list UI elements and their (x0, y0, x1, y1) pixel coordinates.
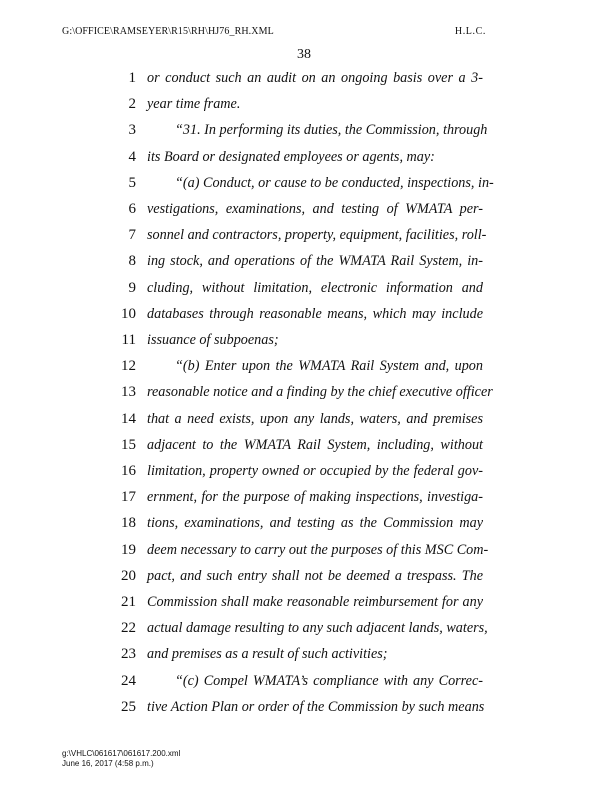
line-number: 23 (121, 646, 136, 663)
line-text: sonnel and contractors, property, equipment, facilities, roll- (147, 227, 487, 244)
footer-date: June 16, 2017 (4:58 p.m.) (62, 759, 154, 768)
line-number: 16 (121, 463, 136, 479)
line-number: 6 (128, 201, 136, 217)
document-line (0, 463, 608, 483)
document-line (0, 306, 608, 326)
footer-file: g:\VHLC\061617\061617.200.xml (62, 749, 181, 758)
line-text: adjacent to the WMATA Rail System, including, without (147, 436, 483, 453)
line-number: 11 (121, 332, 136, 348)
document-line (0, 227, 608, 247)
document-line (0, 411, 608, 431)
line-text: ernment, for the purpose of making inspections, investiga- (147, 489, 483, 506)
line-number: 18 (121, 515, 136, 532)
document-line (0, 96, 608, 116)
document-line (0, 437, 608, 457)
line-number: 15 (121, 436, 136, 453)
line-number: 20 (121, 567, 136, 584)
line-number: 21 (121, 594, 136, 610)
document-line (0, 175, 608, 195)
document-line (0, 542, 608, 562)
line-text: tions, examinations, and testing as the Commission may (147, 515, 483, 532)
line-number: 17 (121, 489, 136, 506)
line-number: 4 (128, 148, 136, 165)
document-line (0, 594, 608, 614)
document-line (0, 358, 608, 378)
document-line (0, 122, 608, 142)
document-line (0, 699, 608, 719)
line-text: limitation, property owned or occupied by the federal gov- (147, 463, 483, 479)
line-text: actual damage resulting to any such adjacent lands, waters, (147, 620, 488, 637)
line-text: and premises as a result of such activities; (147, 646, 388, 663)
document-line (0, 620, 608, 640)
line-number: 12 (121, 358, 136, 375)
line-text: vestigations, examinations, and testing of WMATA per- (147, 201, 483, 217)
line-text: its Board or designated employees or agents, may: (147, 148, 435, 165)
line-text: cluding, without limitation, electronic information and (147, 279, 483, 296)
line-text: reasonable notice and a finding by the chief executive officer (147, 384, 493, 401)
document-line (0, 489, 608, 509)
line-number: 9 (128, 279, 136, 296)
line-number: 5 (128, 174, 136, 191)
line-text: pact, and such entry shall not be deemed a trespass. The (147, 567, 483, 584)
line-text: tive Action Plan or order of the Commission by such means (147, 698, 485, 715)
line-number: 3 (128, 122, 136, 139)
document-line (0, 646, 608, 666)
document-line (0, 568, 608, 588)
line-text: or conduct such an audit on an ongoing basis over a 3- (147, 70, 483, 86)
document-line (0, 332, 608, 352)
line-text: ing stock, and operations of the WMATA Rail System, in- (147, 253, 483, 270)
line-number: 1 (128, 70, 136, 86)
document-line (0, 673, 608, 693)
line-number: 7 (128, 227, 136, 244)
line-text: Commission shall make reasonable reimbursement for any (147, 594, 483, 610)
line-text: “(a) Conduct, or cause to be conducted, inspections, in- (175, 174, 494, 191)
line-text: deem necessary to carry out the purposes of this MSC Com- (147, 541, 489, 558)
document-line (0, 515, 608, 535)
line-number: 25 (121, 698, 136, 715)
line-number: 24 (121, 672, 136, 689)
line-number: 8 (128, 253, 136, 270)
document-line (0, 70, 608, 90)
header-file-path: G:\OFFICE\RAMSEYER\R15\RH\HJ76_RH.XML (62, 26, 274, 37)
line-number: 13 (121, 384, 136, 401)
document-line (0, 384, 608, 404)
line-number: 2 (128, 96, 136, 113)
document-line (0, 201, 608, 221)
footer (62, 749, 180, 769)
header-office: H.L.C. (454, 26, 486, 37)
document-line (0, 280, 608, 300)
line-text: that a need exists, upon any lands, waters, and premises (147, 410, 483, 427)
document-line (0, 149, 608, 169)
line-number: 19 (121, 541, 136, 558)
line-text: “(c) Compel WMATA’s compliance with any Correc- (175, 672, 483, 689)
page-number: 38 (297, 47, 311, 62)
line-text: “31. In performing its duties, the Commission, through (175, 122, 488, 139)
line-number: 14 (121, 410, 136, 427)
line-number: 10 (121, 305, 136, 322)
line-text: issuance of subpoenas; (147, 332, 279, 348)
line-text: databases through reasonable means, which may include (147, 305, 483, 322)
line-text: year time frame. (147, 96, 241, 113)
line-text: “(b) Enter upon the WMATA Rail System and, upon (175, 358, 483, 375)
line-number: 22 (121, 620, 136, 637)
document-line (0, 253, 608, 273)
